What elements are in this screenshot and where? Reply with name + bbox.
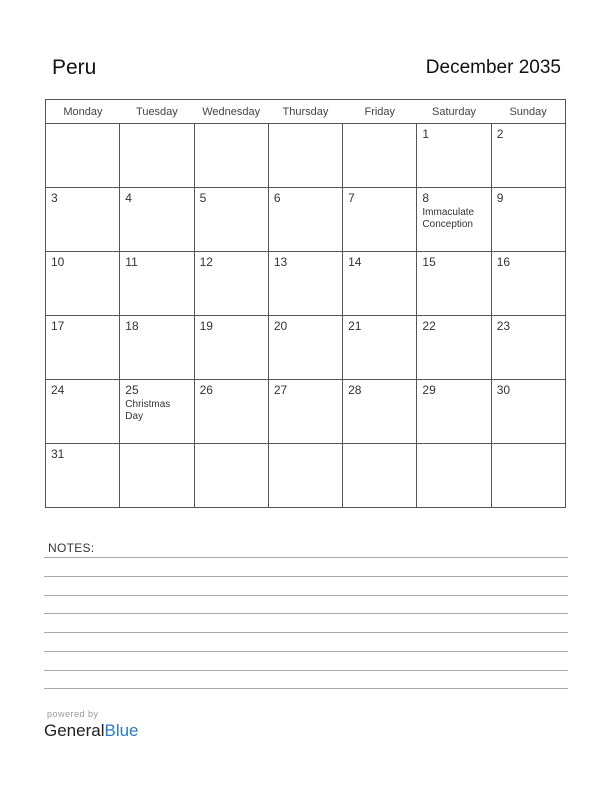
day-cell[interactable] [194, 252, 268, 316]
note-line [44, 651, 568, 652]
day-number: 13 [273, 255, 288, 269]
day-number: 5 [199, 191, 207, 205]
weekday-header: Saturday [417, 100, 491, 124]
note-line [44, 613, 568, 614]
day-number: 27 [273, 383, 288, 397]
day-cell[interactable] [343, 444, 417, 508]
day-cell[interactable] [343, 380, 417, 444]
day-number: 29 [422, 383, 436, 397]
day-number: 25 [125, 383, 139, 397]
powered-by-text: powered by [47, 709, 99, 719]
day-number: 8 [422, 191, 430, 205]
day-cell[interactable] [343, 124, 417, 188]
day-cell[interactable] [268, 316, 342, 380]
day-number: 16 [496, 255, 511, 269]
calendar-body [46, 124, 566, 508]
weekday-header: Monday [46, 100, 120, 124]
note-line [44, 688, 568, 689]
weekday-header: Friday [343, 100, 417, 124]
day-cell[interactable] [343, 252, 417, 316]
note-line [44, 632, 568, 633]
note-line [44, 576, 568, 577]
note-line [44, 557, 568, 558]
week-row [46, 124, 566, 188]
day-cell[interactable] [343, 316, 417, 380]
day-cell[interactable] [46, 316, 120, 380]
day-number: 1 [422, 127, 430, 141]
day-cell[interactable] [491, 444, 565, 508]
brand-general: General [44, 721, 105, 740]
day-cell[interactable] [417, 188, 491, 252]
day-cell[interactable] [194, 188, 268, 252]
day-number: 7 [348, 191, 355, 205]
day-cell[interactable] [120, 252, 194, 316]
day-cell[interactable] [46, 444, 120, 508]
day-cell[interactable] [194, 380, 268, 444]
weekday-header-row [46, 100, 566, 124]
day-number: 30 [496, 383, 511, 397]
notes-label: NOTES: [48, 541, 95, 555]
day-cell[interactable] [417, 252, 491, 316]
holiday-label: Immaculate Conception [422, 207, 475, 230]
calendar-grid [45, 99, 566, 508]
weekday-header: Tuesday [120, 100, 194, 124]
day-cell[interactable] [120, 316, 194, 380]
day-cell[interactable] [491, 380, 565, 444]
day-number: 11 [125, 255, 138, 269]
week-row [46, 316, 566, 380]
day-cell[interactable] [417, 380, 491, 444]
day-number: 12 [199, 255, 213, 269]
day-number: 24 [51, 383, 65, 397]
day-number: 22 [422, 319, 436, 333]
day-number: 31 [51, 447, 65, 461]
day-cell[interactable] [46, 124, 120, 188]
day-number: 6 [273, 191, 281, 205]
day-cell[interactable] [343, 188, 417, 252]
day-cell[interactable] [417, 316, 491, 380]
note-line [44, 595, 568, 596]
week-row [46, 380, 566, 444]
day-number: 4 [125, 191, 132, 205]
week-row [46, 444, 566, 508]
day-cell[interactable] [46, 380, 120, 444]
day-cell[interactable] [120, 444, 194, 508]
day-cell[interactable] [120, 124, 194, 188]
day-cell[interactable] [194, 124, 268, 188]
day-number: 15 [422, 255, 436, 269]
day-number: 23 [496, 319, 511, 333]
day-cell[interactable] [268, 124, 342, 188]
day-cell[interactable] [268, 380, 342, 444]
day-cell[interactable] [46, 252, 120, 316]
day-cell[interactable] [268, 188, 342, 252]
day-cell[interactable] [120, 380, 194, 444]
generalblue-logo[interactable] [44, 721, 139, 741]
day-number: 3 [51, 191, 58, 205]
day-cell[interactable] [491, 124, 565, 188]
day-number: 17 [51, 319, 65, 333]
day-cell[interactable] [194, 444, 268, 508]
day-number: 9 [496, 191, 504, 205]
note-line [44, 670, 568, 671]
day-number: 18 [125, 319, 139, 333]
day-cell[interactable] [46, 188, 120, 252]
holiday-label: Christmas Day [125, 399, 171, 422]
day-cell[interactable] [268, 444, 342, 508]
weekday-header: Thursday [268, 100, 342, 124]
day-number: 20 [273, 319, 288, 333]
day-number: 2 [496, 127, 504, 141]
day-cell[interactable] [268, 252, 342, 316]
day-number: 28 [348, 383, 362, 397]
day-number: 19 [199, 319, 213, 333]
day-number: 26 [199, 383, 213, 397]
day-cell[interactable] [491, 188, 565, 252]
day-cell[interactable] [491, 252, 565, 316]
day-cell[interactable] [417, 124, 491, 188]
country-title: Peru [52, 56, 97, 79]
weekday-header: Sunday [491, 100, 565, 124]
day-cell[interactable] [417, 444, 491, 508]
day-number: 21 [348, 319, 362, 333]
day-cell[interactable] [120, 188, 194, 252]
day-cell[interactable] [491, 316, 565, 380]
week-row [46, 252, 566, 316]
week-row [46, 188, 566, 252]
brand-blue: Blue [104, 721, 139, 740]
weekday-header: Wednesday [194, 100, 268, 124]
month-year-title: December 2035 [425, 57, 561, 78]
day-number: 10 [51, 255, 65, 269]
day-number: 14 [348, 255, 362, 269]
day-cell[interactable] [194, 316, 268, 380]
